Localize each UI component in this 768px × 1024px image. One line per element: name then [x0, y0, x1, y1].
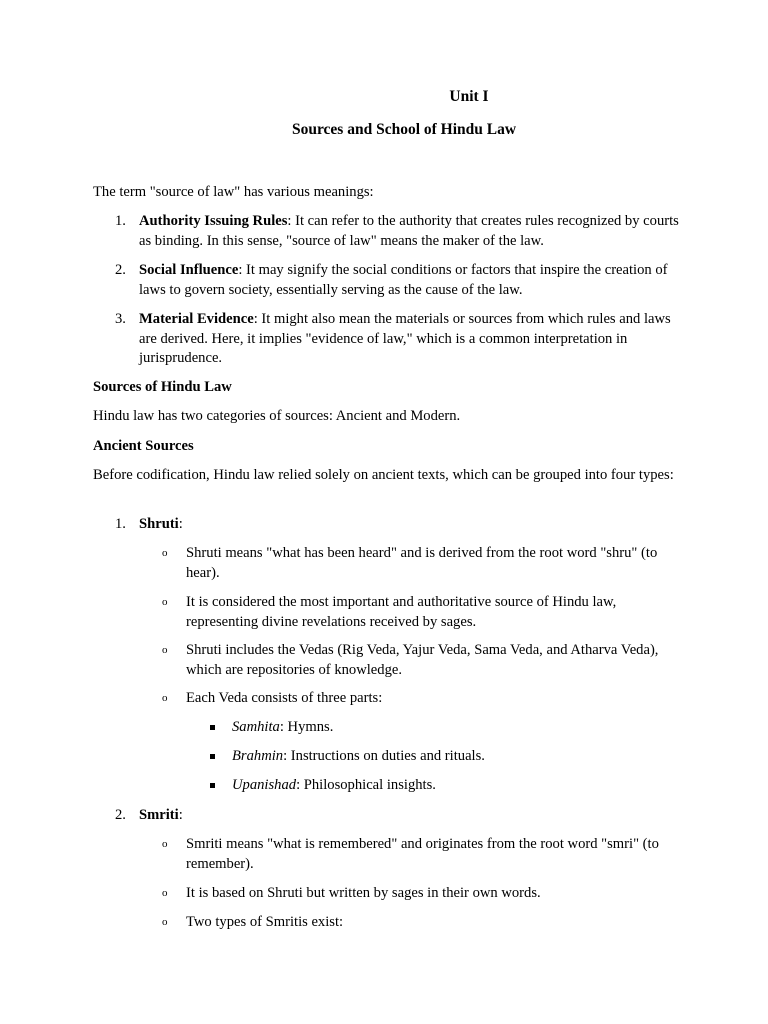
sub-bullet-row	[0, 718, 768, 738]
bullet-text: Shruti includes the Vedas (Rig Veda, Yajur Veda, Sama Veda, and Atharva Veda), which are repositories of knowledge.	[186, 642, 659, 678]
list-item	[139, 261, 684, 300]
bullet-text: Each Veda consists of three parts:	[186, 690, 383, 706]
sources-heading: Sources of Hindu Law	[93, 379, 232, 395]
bullet-text: Two types of Smritis exist:	[186, 914, 344, 930]
circle-bullet-icon: o	[162, 838, 168, 850]
list-item	[139, 310, 684, 369]
sub-bullet-desc: : Instructions on duties and rituals.	[283, 748, 485, 764]
unit-heading: Unit I	[449, 88, 489, 105]
sub-bullet-term: Brahmin	[232, 748, 284, 764]
circle-bullet-icon: o	[162, 887, 168, 899]
circle-bullet-icon: o	[162, 596, 168, 608]
list-item-text: : It can refer to the authority that creates rules recognized by courts as binding. In this sense, "source of law" means the maker of the law.	[139, 213, 679, 249]
sub-bullet-text	[232, 776, 682, 796]
bullet-text: Smriti means "what is remembered" and originates from the root word "smri" (to remember).	[186, 836, 659, 872]
list-item-term: Material Evidence	[139, 311, 254, 327]
list-item-term: Smriti	[139, 807, 179, 823]
sources-paragraph: Hindu law has two categories of sources: Ancient and Modern.	[93, 408, 461, 424]
square-bullet-icon	[210, 783, 215, 788]
bullet-text: It is based on Shruti but written by sages in their own words.	[186, 885, 541, 901]
sub-bullet-row	[0, 747, 768, 767]
list-item-term: Authority Issuing Rules	[139, 213, 288, 229]
list-number: 2.	[115, 807, 126, 823]
circle-bullet-icon: o	[162, 547, 168, 559]
list-number: 1.	[115, 213, 126, 229]
list-item-term: Shruti	[139, 516, 179, 532]
bullet-text: It is considered the most important and authoritative source of Hindu law, representing divine revelations received by sages.	[186, 594, 617, 630]
circle-bullet-icon: o	[162, 916, 168, 928]
list-item	[139, 806, 684, 826]
square-bullet-icon	[210, 725, 215, 730]
list-item-term: Social Influence	[139, 262, 239, 278]
sub-bullet-row	[0, 776, 768, 796]
list-item-text: : It may signify the social conditions or factors that inspire the creation of laws to govern society, essentially serving as the cause of the law.	[139, 262, 668, 298]
list-item-colon: :	[178, 807, 183, 823]
sub-bullet-term: Upanishad	[232, 777, 297, 793]
section-heading	[93, 378, 683, 398]
sub-bullet-term: Samhita	[232, 719, 280, 735]
page-title: Sources and School of Hindu Law	[291, 121, 517, 138]
list-number: 3.	[115, 311, 126, 327]
list-number: 2.	[115, 262, 126, 278]
circle-bullet-icon: o	[162, 644, 168, 656]
section-heading	[93, 437, 683, 457]
bullet-text: Shruti means "what has been heard" and is derived from the root word "shru" (to hear).	[186, 545, 658, 581]
list-item-text: : It might also mean the materials or sources from which rules and laws are derived. Here, it implies "evidence of law," which is a common interpretation in jurisprudence.	[139, 311, 671, 366]
list-item	[139, 212, 684, 251]
ancient-heading: Ancient Sources	[93, 438, 194, 454]
list-number: 1.	[115, 516, 126, 532]
circle-bullet-icon: o	[162, 692, 168, 704]
sub-bullet-desc: : Philosophical insights.	[296, 777, 436, 793]
sub-bullet-desc: : Hymns.	[279, 719, 334, 735]
ancient-paragraph: Before codification, Hindu law relied solely on ancient texts, which can be grouped into four types:	[93, 467, 674, 483]
sub-bullet-text	[232, 747, 682, 767]
list-item	[139, 515, 684, 535]
sub-bullet-text	[232, 718, 682, 738]
list-item-colon: :	[178, 516, 183, 532]
square-bullet-icon	[210, 754, 215, 759]
intro-paragraph: The term "source of law" has various meanings:	[93, 184, 374, 200]
